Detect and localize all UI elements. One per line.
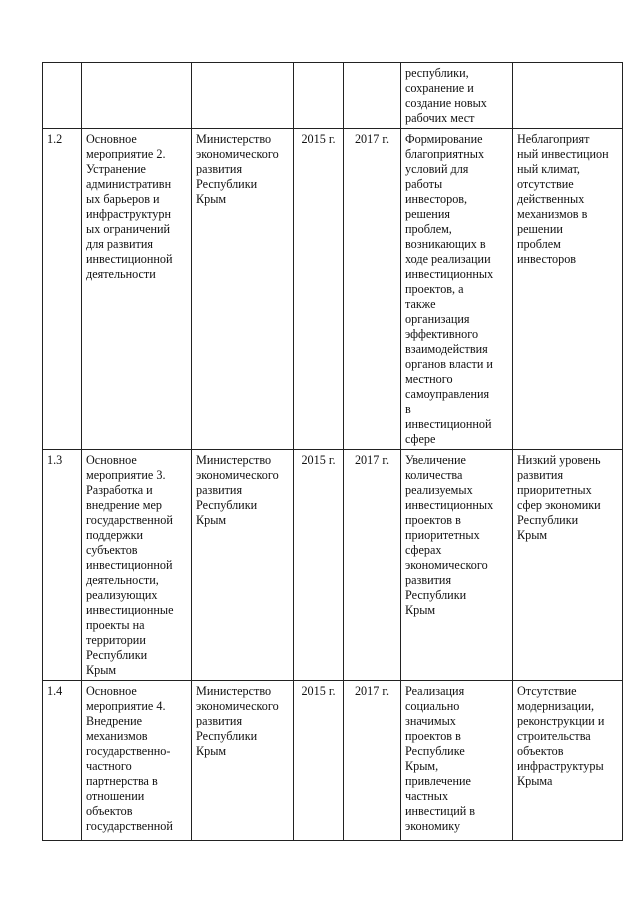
table-row (43, 129, 623, 450)
cell-text: Неблагоприят ный инвестицион ный климат, отсутствие действенных механизмов в решении проблем инвесторов (517, 132, 609, 266)
cell-text: 2015 г. (301, 684, 336, 698)
cell-text: 2017 г. (354, 684, 390, 698)
cell-executor (192, 450, 294, 681)
cell-event (82, 63, 192, 129)
cell-event (82, 129, 192, 450)
table-row (43, 450, 623, 681)
cell-result (401, 129, 513, 450)
cell-text: Низкий уровень развития приоритетных сфер экономики Республики Крым (517, 453, 601, 542)
cell-number (43, 450, 82, 681)
cell-text: Министерство экономического развития Республики Крым (196, 453, 279, 527)
cell-result (401, 681, 513, 841)
cell-text: 1.4 (47, 684, 63, 698)
cell-start (294, 450, 344, 681)
cell-start (294, 129, 344, 450)
cell-executor (192, 63, 294, 129)
cell-text: Отсутствие модернизации, реконструкции и строительства объектов инфраструктуры Крыма (517, 684, 605, 788)
cell-end (344, 129, 401, 450)
cell-start (294, 681, 344, 841)
cell-text: Формирование благоприятных условий для работы инвесторов, решения проблем, возникающих в ходе реализации инвестиционных проектов, а также организация эффективного взаимодействия органов власти и местного самоуправления в инвестиционной сфере (405, 132, 494, 446)
cell-text: Основное мероприятие 4. Внедрение механизмов государственно- частного партнерства в отношении объектов государственной (86, 684, 173, 833)
cell-consequence (513, 129, 623, 450)
cell-end (344, 681, 401, 841)
cell-text: 2015 г. (301, 132, 336, 146)
cell-text: республики, сохранение и создание новых рабочих мест (405, 66, 487, 125)
cell-executor (192, 681, 294, 841)
cell-text: Основное мероприятие 2. Устранение административн ых барьеров и инфраструктурн ых ограничений для развития инвестиционной деятельности (86, 132, 173, 281)
cell-consequence (513, 450, 623, 681)
cell-consequence (513, 681, 623, 841)
cell-event (82, 450, 192, 681)
cell-result (401, 450, 513, 681)
cell-text: Реализация социально значимых проектов в Республике Крым, привлечение частных инвестиций в экономику (405, 684, 476, 833)
cell-text: 1.3 (47, 453, 63, 467)
cell-number (43, 681, 82, 841)
cell-number (43, 63, 82, 129)
cell-text: Министерство экономического развития Республики Крым (196, 684, 279, 758)
cell-end (344, 450, 401, 681)
cell-start (294, 63, 344, 129)
cell-result (401, 63, 513, 129)
table-row-continuation (43, 63, 623, 129)
cell-text: 2015 г. (301, 453, 336, 467)
table-row (43, 681, 623, 841)
activities-table (42, 62, 623, 841)
cell-text: Министерство экономического развития Республики Крым (196, 132, 279, 206)
cell-number (43, 129, 82, 450)
cell-text: 1.2 (47, 132, 63, 146)
cell-text: 2017 г. (354, 132, 390, 146)
cell-event (82, 681, 192, 841)
cell-text: Увеличение количества реализуемых инвестиционных проектов в приоритетных сферах экономического развития Республики Крым (405, 453, 494, 617)
cell-text: 2017 г. (354, 453, 390, 467)
cell-end (344, 63, 401, 129)
cell-consequence (513, 63, 623, 129)
cell-text: Основное мероприятие 3. Разработка и внедрение мер государственной поддержки субъектов инвестиционной деятельности, реализующих инвестиционные проекты на территории Республики Крым (86, 453, 174, 677)
cell-executor (192, 129, 294, 450)
